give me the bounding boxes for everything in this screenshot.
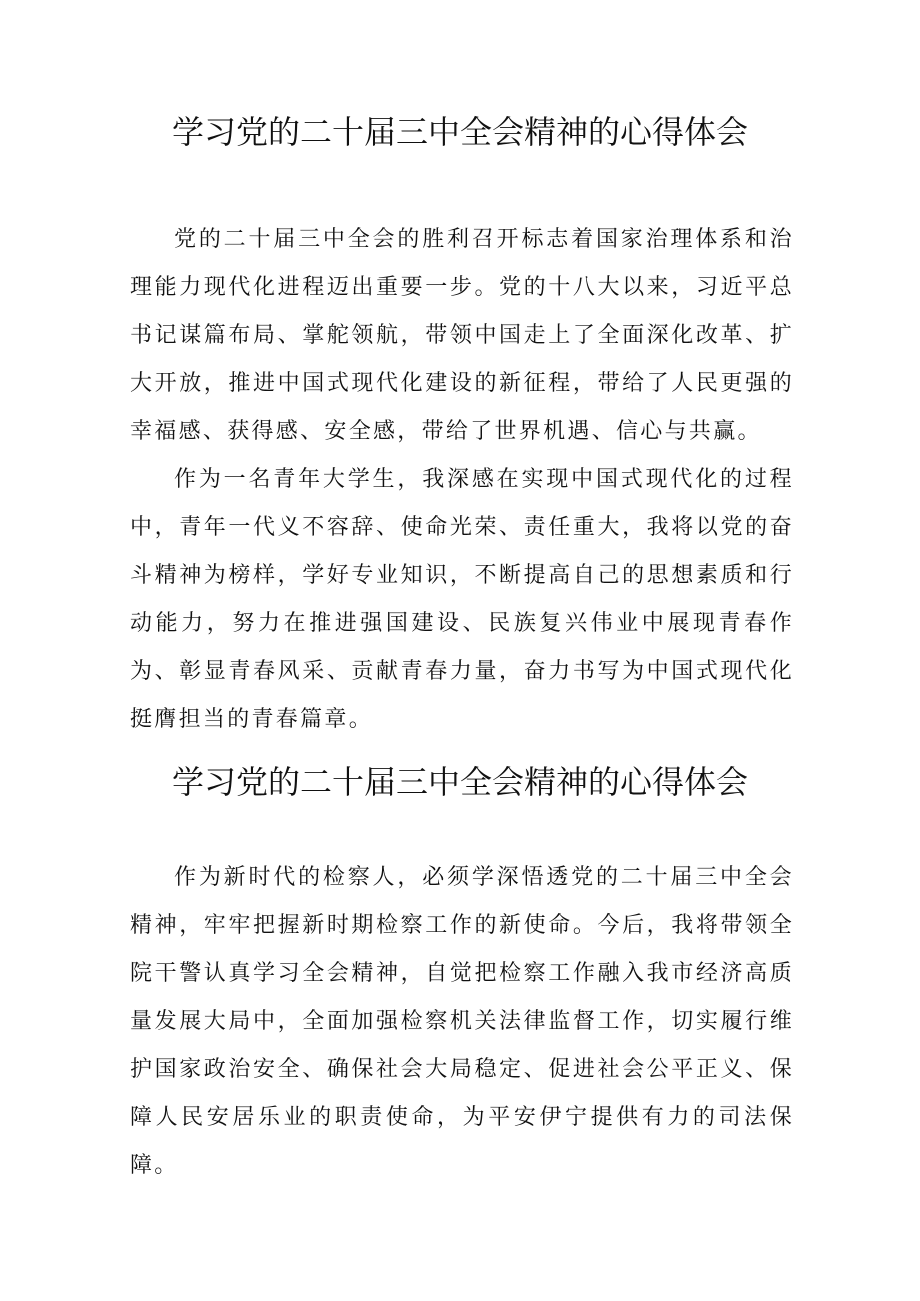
paragraph: 作为新时代的检察人，必须学深悟透党的二十届三中全会精神，牢牢把握新时期检察工作的新使命。今后，我将带领全院干警认真学习全会精神，自觉把检察工作融入我市经济高质量发展大局中，全面加强检察机关法律监督工作，切实履行维护国家政治安全、确保社会大局稳定、促进社会公平正义、保障人民安居乐业的职责使命，为平安伊宁提供有力的司法保障。 <box>130 865 794 1178</box>
paragraph: 党的二十届三中全会的胜利召开标志着国家治理体系和治理能力现代化进程迈出重要一步。党的十八大以来，习近平总书记谋篇布局、掌舵领航，带领中国走上了全面深化改革、扩大开放，推进中国式现代化建设的新征程，带给了人民更强的幸福感、获得感、安全感，带给了世界机遇、信心与共赢。 <box>130 227 794 444</box>
article-body <box>130 854 794 1190</box>
article-body <box>130 216 794 744</box>
article-title: 学习党的二十届三中全会精神的心得体会 <box>171 113 748 151</box>
article-title: 学习党的二十届三中全会精神的心得体会 <box>171 763 748 801</box>
paragraph: 作为一名青年大学生，我深感在实现中国式现代化的过程中，青年一代义不容辞、使命光荣、责任重大，我将以党的奋斗精神为榜样，学好专业知识，不断提高自己的思想素质和行动能力，努力在推进强国建设、民族复兴伟业中展现青春作为、彰显青春风采、贡献青春力量，奋力书写为中国式现代化挺膺担当的青春篇章。 <box>130 467 794 732</box>
article-section-2 <box>0 760 920 1178</box>
article-section-1 <box>0 110 920 732</box>
